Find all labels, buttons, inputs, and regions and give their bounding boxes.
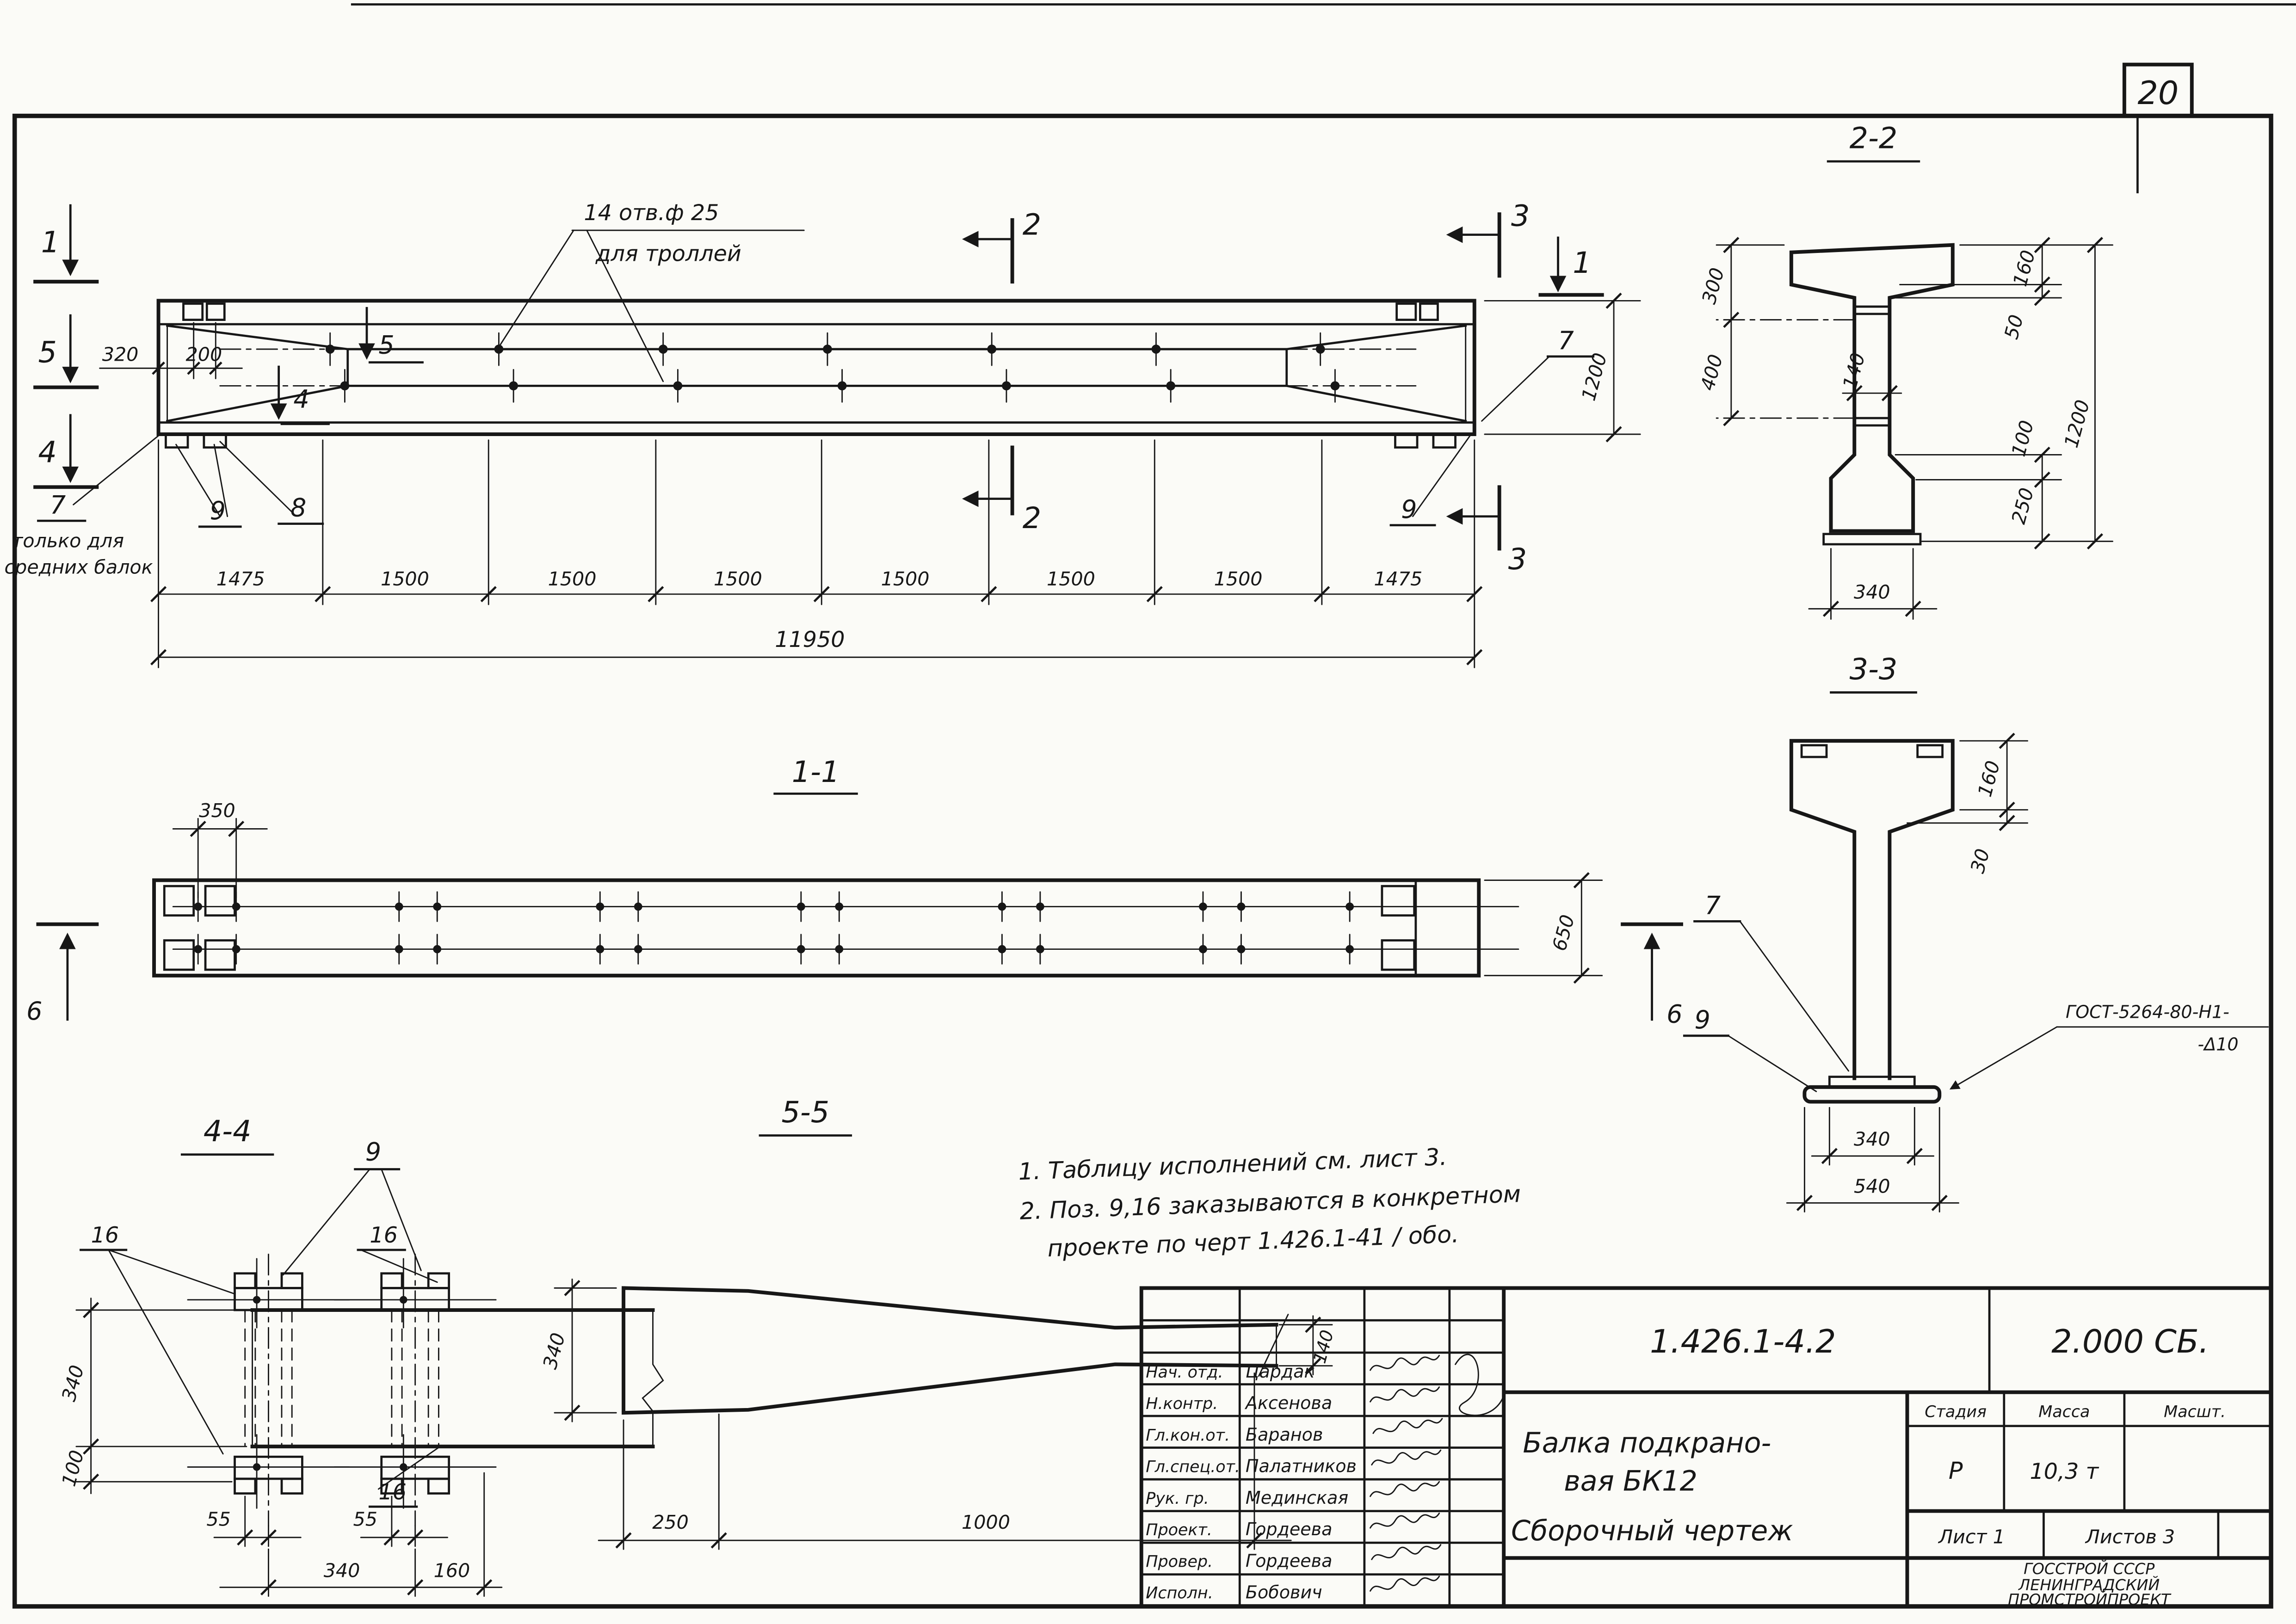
dim-50: 50: [2000, 312, 2028, 342]
section-3-3-label: 3-3: [1849, 652, 1898, 686]
dim-100b: 100: [57, 1448, 89, 1489]
dim-200: 200: [185, 343, 222, 366]
section-2-2-label: 2-2: [1849, 121, 1898, 155]
doc-number: 1.426.1-4.2: [1650, 1323, 1836, 1361]
dim-140-web: [1839, 351, 1901, 400]
dim-320-200: [100, 323, 242, 379]
section-2-2: [1696, 121, 2112, 619]
dim-2-2-bottom: [1809, 549, 1937, 619]
dim-seg: 1500: [1214, 567, 1263, 590]
name: Баранов: [1245, 1424, 1323, 1445]
dim-100: 100: [2007, 418, 2038, 459]
dim-250b: 250: [652, 1511, 689, 1533]
role: Гл.кон.от.: [1146, 1426, 1230, 1445]
callout-16-left: [80, 1223, 235, 1454]
dim-540: 540: [1853, 1175, 1890, 1198]
name: Цардак: [1245, 1361, 1315, 1382]
title-block: [1142, 1288, 2271, 1608]
dim-row: [151, 440, 1482, 668]
weld-note-line2: -Δ10: [2197, 1034, 2239, 1055]
cut-mark-6-right: 6: [1666, 999, 1683, 1029]
drawing-title-line1: Балка подкрано-: [1523, 1427, 1771, 1459]
dim-total: 11950: [775, 627, 845, 653]
callout-8-label: 8: [290, 493, 307, 523]
dim-seg: 1500: [1047, 567, 1095, 590]
cut-mark-2-bottom: 2: [1022, 501, 1042, 535]
cut-mark-4b: 4: [293, 384, 309, 414]
role: Провер.: [1146, 1552, 1213, 1571]
dim-seg: 1500: [881, 567, 930, 590]
role: Гл.спец.от.: [1146, 1458, 1241, 1476]
name: Аксенова: [1245, 1393, 1333, 1414]
stage-value: Р: [1948, 1457, 1963, 1484]
dim-3-3-bottom: [1787, 1107, 1958, 1212]
dim-340: 340: [1853, 581, 1890, 603]
dim-350: [173, 800, 267, 898]
sheets-total: Листов 3: [2085, 1526, 2175, 1548]
bolt-assembly-left: [188, 1255, 349, 1526]
org-line1: ГОССТРОЙ СССР: [2024, 1560, 2155, 1578]
dim-1200: 1200: [2060, 397, 2094, 450]
section-1-1: [26, 755, 1682, 1028]
mass-header: Масса: [2038, 1403, 2090, 1421]
dim-seg: 1475: [1374, 567, 1423, 590]
section-arrows-left: [35, 205, 97, 487]
dim-340e: 340: [538, 1330, 570, 1372]
dim-650: [1485, 873, 1602, 983]
cut-mark-6-left: 6: [26, 996, 43, 1026]
dim-seg: 1500: [380, 567, 429, 590]
callout-9-3-3: [1684, 1005, 1816, 1091]
cut-mark-1-right: 1: [1573, 246, 1592, 280]
drawing-title-line3: Сборочный чертеж: [1511, 1515, 1793, 1548]
holes-note-line2: для троллей: [595, 241, 741, 267]
holes-note: [500, 200, 804, 381]
cut-mark-3-top: 3: [1511, 198, 1530, 233]
dim-320: 320: [102, 343, 139, 366]
note-line3: проекте по черт 1.426.1-41 / обо.: [1047, 1220, 1460, 1262]
dim-340b: 340: [1853, 1128, 1890, 1150]
trolley-holes: [326, 330, 1339, 402]
role: Исполн.: [1146, 1584, 1213, 1603]
signatures: [1370, 1354, 1506, 1591]
cut-mark-3-bottom: 3: [1508, 541, 1527, 576]
dim-4-4-bottom: [206, 1473, 501, 1596]
dim-seg: 1500: [714, 567, 762, 590]
dim-5-5-left: [539, 1279, 616, 1421]
plan-holes: [194, 892, 1354, 964]
stage-header: Стадия: [1925, 1403, 1987, 1421]
dim-340d: 340: [323, 1559, 360, 1582]
dim-140b: 140: [1309, 1328, 1338, 1366]
name: Гордеева: [1245, 1550, 1333, 1571]
holes-note-line1: 14 отв.ф 25: [584, 200, 719, 226]
callout-7-3-3: [1695, 891, 1849, 1070]
callout-7-left: [5, 436, 159, 578]
dim-height: 1200: [1577, 351, 1611, 403]
callout-9: 9: [1401, 494, 1417, 524]
role: Нач. отд.: [1146, 1363, 1223, 1382]
dim-2-2-left: [1696, 238, 1854, 425]
name: Мединская: [1245, 1487, 1349, 1508]
dim-650-label: 650: [1548, 912, 1579, 953]
role: Проект.: [1146, 1521, 1212, 1540]
cut-mark-4: 4: [38, 435, 57, 469]
main-elevation-view: [5, 199, 1641, 668]
note-line1: 1. Таблицу исполнений см. лист 3.: [1018, 1143, 1448, 1186]
section-5-5-label: 5-5: [781, 1095, 830, 1129]
dim-140: 140: [1839, 350, 1870, 392]
callout-9-4-4: [283, 1137, 421, 1274]
page-number: 20: [2137, 74, 2179, 112]
sheet-number: Лист 1: [1938, 1526, 2005, 1548]
note-line2: 2. Поз. 9,16 заказываются в конкретном: [1019, 1180, 1521, 1225]
callout-9-right: [1391, 436, 1470, 525]
only-note-line1: только для: [12, 529, 124, 552]
section-1-1-label: 1-1: [791, 754, 840, 789]
weld-note: [1951, 1002, 2268, 1089]
only-note-line2: средних балок: [4, 556, 153, 578]
section-3-3: [1684, 652, 2268, 1212]
callout-7b: 7: [49, 490, 66, 520]
dim-160: 160: [2009, 247, 2040, 289]
bolt-assembly-right: [334, 1255, 496, 1526]
callout-16c: 16: [378, 1479, 407, 1505]
cut-mark-5: 5: [38, 335, 57, 369]
dim-160c: 160: [433, 1559, 470, 1582]
callout-9c: 9: [1694, 1005, 1710, 1034]
dim-160b: 160: [1973, 758, 2005, 800]
org-line2: ЛЕНИНГРАДСКИЙ: [2018, 1576, 2160, 1594]
callout-16b: 16: [370, 1223, 398, 1249]
cut-mark-5b: 5: [378, 330, 395, 360]
callout-16-bottom: [370, 1446, 440, 1507]
dim-55a: 55: [206, 1508, 231, 1531]
dim-seg: 1500: [548, 567, 597, 590]
dim-300: 300: [1697, 265, 1729, 307]
doc-suffix: 2.000 СБ.: [2051, 1323, 2209, 1361]
dim-55b: 55: [353, 1508, 378, 1531]
scale-header: Масшт.: [2164, 1403, 2226, 1421]
section-arrows-2: [965, 208, 1041, 535]
callout-7: 7: [1558, 326, 1574, 356]
drawing-title-line2: вая БК12: [1564, 1465, 1697, 1498]
cut-mark-1: 1: [41, 225, 60, 259]
callout-7c: 7: [1704, 891, 1721, 920]
role: Н.контр.: [1146, 1395, 1218, 1414]
mass-value: 10,3 т: [2030, 1458, 2099, 1484]
callout-9-left: [176, 444, 241, 527]
name: Палатников: [1245, 1456, 1357, 1476]
weld-note-line1: ГОСТ-5264-80-Н1-: [2066, 1002, 2229, 1022]
name: Бобович: [1245, 1582, 1322, 1603]
section-4-4-label: 4-4: [203, 1114, 252, 1149]
dim-1200-main: [1485, 294, 1640, 442]
callout-8: [220, 442, 323, 524]
dim-2-2-right: [1895, 238, 2112, 549]
section-arrows-inner: [279, 308, 423, 424]
section-arrows-3: [1450, 199, 1602, 576]
cut-mark-2-top: 2: [1022, 207, 1042, 242]
callout-16a: 16: [91, 1223, 119, 1249]
dim-250: 250: [2007, 485, 2038, 527]
dim-350-label: 350: [199, 800, 235, 822]
dim-30: 30: [1966, 846, 1994, 876]
name: Гордеева: [1245, 1519, 1333, 1540]
callout-7-right: [1482, 326, 1593, 421]
org-line3: ПРОМСТРОЙПРОЕКТ: [2008, 1590, 2171, 1609]
callout-9b: 9: [210, 496, 226, 526]
role: Рук. гр.: [1146, 1489, 1209, 1508]
dim-340c: 340: [57, 1363, 89, 1404]
general-notes: [1018, 1140, 1523, 1263]
dim-seg: 1475: [216, 567, 265, 590]
dim-400: 400: [1696, 352, 1728, 393]
callout-9d: 9: [365, 1137, 382, 1167]
dim-1000: 1000: [962, 1511, 1010, 1533]
dim-3-3-right: [1907, 733, 2027, 875]
